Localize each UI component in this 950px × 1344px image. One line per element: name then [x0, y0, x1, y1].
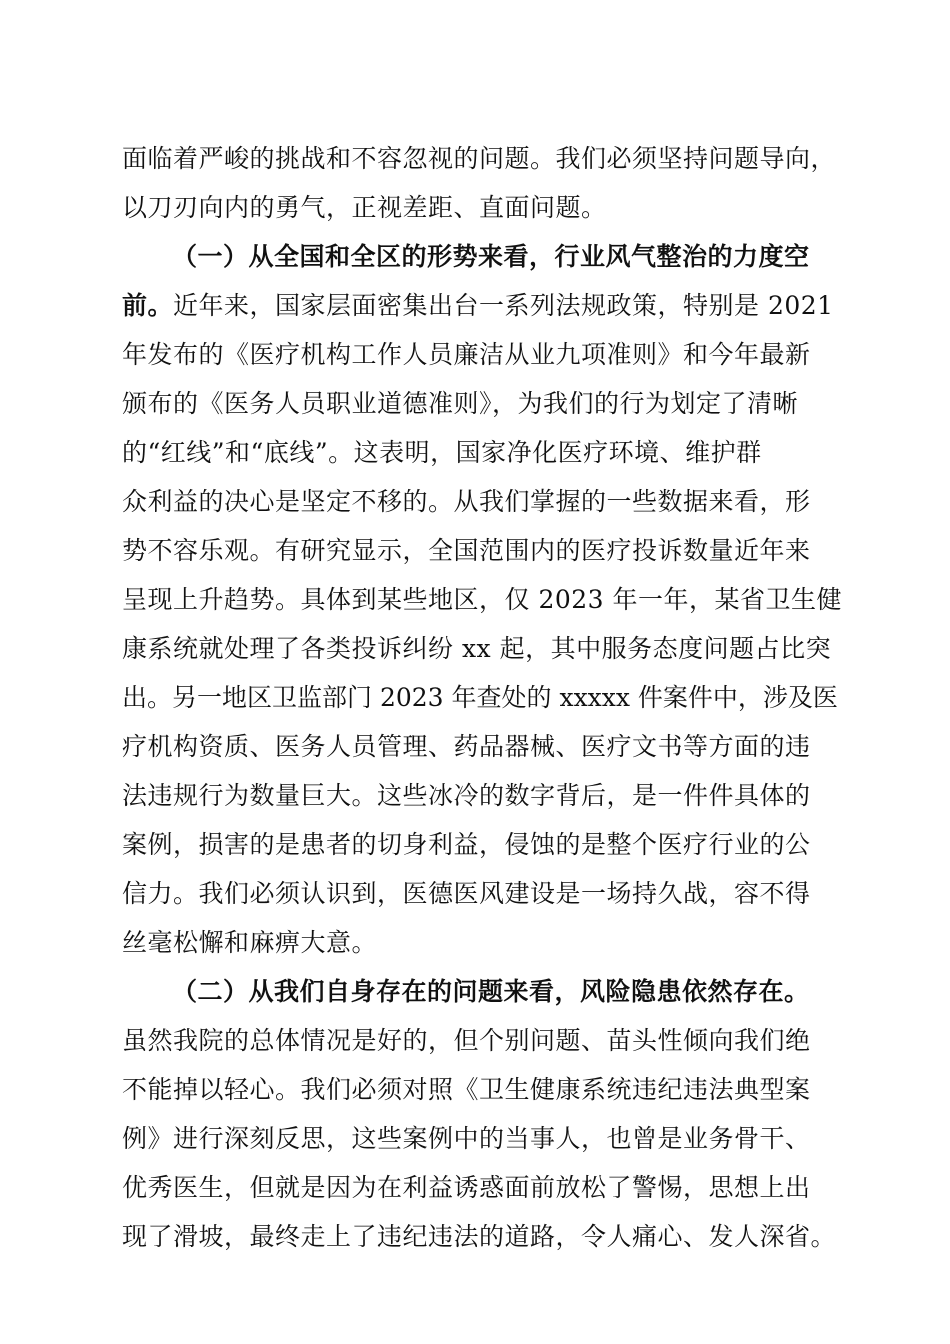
text-line [122, 583, 842, 617]
text-line [122, 730, 842, 764]
text-line [122, 828, 842, 862]
text-line [122, 1122, 842, 1156]
text-line [122, 1220, 842, 1254]
text-segment: 的“红线”和“底线”。这表明，国家净化医疗环境、维护群 [122, 438, 762, 467]
text-segment: 不能掉以轻心。我们必须对照《卫生健康系统违纪违法典型案 [122, 1075, 811, 1104]
text-line [122, 779, 842, 813]
text-segment: 众利益的决心是坚定不移的。从我们掌握的一些数据来看，形 [122, 487, 811, 516]
text-line [122, 681, 842, 715]
text-line [122, 436, 842, 470]
text-segment: 案例，损害的是患者的切身利益，侵蚀的是整个医疗行业的公 [122, 830, 811, 859]
text-segment: 以刀刃向内的勇气，正视差距、直面问题。 [122, 193, 607, 222]
text-segment: 势不容乐观。有研究显示，全国范围内的医疗投诉数量近年来 [122, 536, 811, 565]
text-segment: 丝毫松懈和麻痹大意。 [122, 928, 378, 957]
text-segment: 近年来，国家层面密集出台一系列法规政策，特别是 2021 [173, 291, 834, 320]
text-line [122, 1024, 842, 1058]
text-line [122, 338, 842, 372]
text-line [122, 1171, 842, 1205]
text-segment: 颁布的《医务人员职业道德准则》，为我们的行为划定了清晰 [122, 389, 799, 418]
text-line [122, 926, 842, 960]
section-heading-1 [172, 240, 842, 274]
text-line [122, 289, 842, 323]
text-segment: 法违规行为数量巨大。这些冰冷的数字背后，是一件件具体的 [122, 781, 811, 810]
text-line [122, 387, 842, 421]
text-segment: 优秀医生，但就是因为在利益诱惑面前放松了警惕，思想上出 [122, 1173, 811, 1202]
text-segment: 虽然我院的总体情况是好的，但个别问题、苗头性倾向我们绝 [122, 1026, 811, 1055]
section-heading-2 [172, 975, 842, 1009]
text-segment: 年发布的《医疗机构工作人员廉洁从业九项准则》和今年最新 [122, 340, 811, 369]
text-line [122, 534, 842, 568]
text-line [122, 485, 842, 519]
text-segment: （二）从我们自身存在的问题来看，风险隐患依然存在。 [172, 977, 810, 1006]
text-segment: 面临着严峻的挑战和不容忽视的问题。我们必须坚持问题导向， [122, 144, 837, 173]
text-segment: 信力。我们必须认识到，医德医风建设是一场持久战，容不得 [122, 879, 811, 908]
text-line [122, 142, 842, 176]
text-segment: （一）从全国和全区的形势来看，行业风气整治的力度空 [172, 242, 810, 271]
text-line [122, 632, 842, 666]
text-line [122, 877, 842, 911]
text-segment: 现了滑坡，最终走上了违纪违法的道路，令人痛心、发人深省。 [122, 1222, 837, 1251]
text-segment: 康系统就处理了各类投诉纠纷 xx 起，其中服务态度问题占比突 [122, 634, 832, 663]
text-line [122, 1073, 842, 1107]
text-segment: 呈现上升趋势。具体到某些地区，仅 2023 年一年，某省卫生健 [122, 585, 843, 614]
text-segment: 例》进行深刻反思，这些案例中的当事人，也曾是业务骨干、 [122, 1124, 811, 1153]
text-line [122, 191, 842, 225]
text-segment: 疗机构资质、医务人员管理、药品器械、医疗文书等方面的违 [122, 732, 811, 761]
text-segment: 前。 [122, 291, 174, 320]
text-segment: 出。另一地区卫监部门 2023 年查处的 xxxxx 件案件中，涉及医 [122, 683, 838, 712]
